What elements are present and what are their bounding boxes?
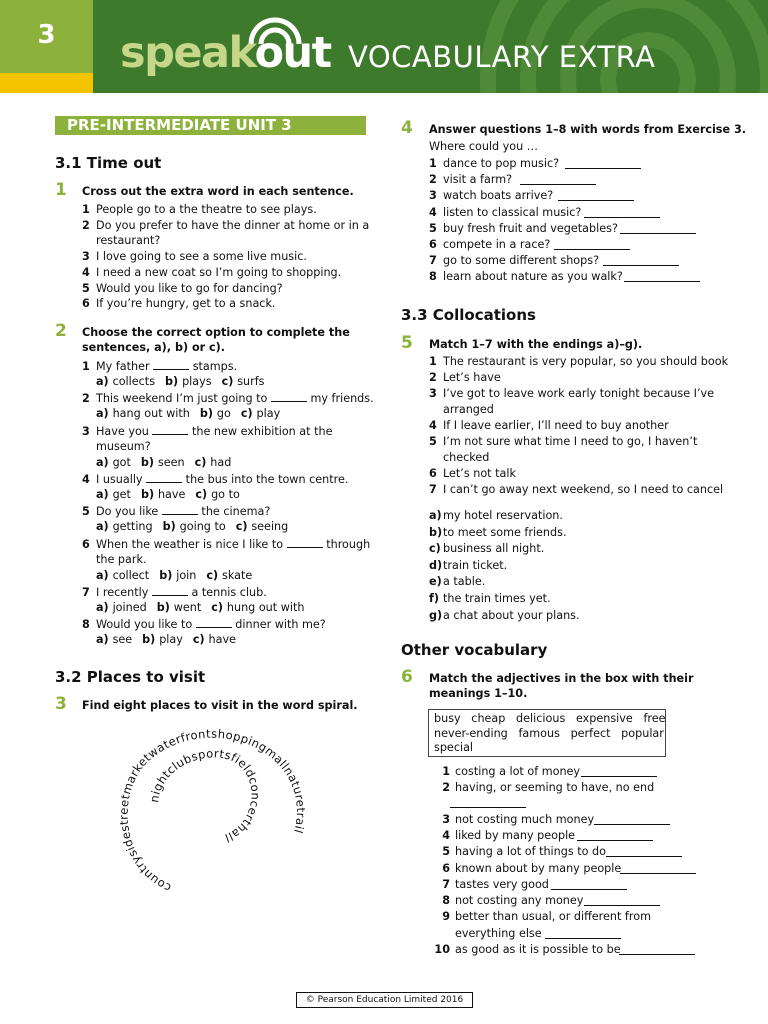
item-number: 4 xyxy=(82,265,90,279)
answer-blank[interactable] xyxy=(558,189,634,201)
item-text: everything else xyxy=(455,926,542,940)
list-item xyxy=(429,434,697,450)
option-a[interactable]: a) getting xyxy=(96,520,153,534)
answer-blank[interactable] xyxy=(152,423,188,435)
answer-blank[interactable] xyxy=(287,536,323,548)
item-number: 3 xyxy=(442,812,450,826)
speakout-logo xyxy=(120,28,331,78)
answer-blank[interactable] xyxy=(581,765,657,777)
list-item xyxy=(429,269,623,285)
question-item xyxy=(82,358,237,375)
answer-options xyxy=(96,374,275,390)
item-text: better than usual, or different from xyxy=(455,910,651,924)
question-text: the new exhibition at the xyxy=(188,424,333,438)
answer-blank[interactable] xyxy=(520,173,596,185)
answer-blank[interactable] xyxy=(584,206,660,218)
option-b[interactable]: b) go xyxy=(199,407,231,421)
word-spiral xyxy=(110,715,320,900)
item-text: The restaurant is very popular, so you should book xyxy=(443,355,729,368)
option-b[interactable]: b) went xyxy=(156,600,202,614)
question-item xyxy=(82,584,267,601)
option-b[interactable]: b) play xyxy=(142,633,183,647)
list-item xyxy=(429,844,606,860)
option-b[interactable]: b) seen xyxy=(140,455,185,469)
item-number: 2 xyxy=(429,371,437,384)
exercise-number-4: 4 xyxy=(401,118,413,138)
item-number: 2 xyxy=(442,781,450,795)
exercise-2-instruction-line2: sentences, a), b) or c). xyxy=(82,341,226,354)
question-text: stamps. xyxy=(189,360,238,373)
item-text: to meet some friends. xyxy=(443,525,567,539)
question-text: the bus into the town centre. xyxy=(182,472,349,486)
unit-number-box xyxy=(0,0,93,73)
exercise-6-instruction-line2: meanings 1–10. xyxy=(429,687,528,700)
option-b[interactable]: b) going to xyxy=(162,520,226,534)
item-number: g) xyxy=(429,608,443,622)
item-number: f) xyxy=(429,592,439,605)
list-item xyxy=(429,370,501,386)
list-item xyxy=(429,172,512,188)
list-item xyxy=(429,942,621,958)
item-text: having a lot of things to do xyxy=(455,845,606,859)
question-item xyxy=(82,471,348,488)
option-a[interactable]: a) see xyxy=(96,633,133,647)
item-text: my hotel reservation. xyxy=(443,509,563,522)
question-text: a tennis club. xyxy=(187,585,267,599)
answer-blank[interactable] xyxy=(584,894,660,906)
item-text: Let’s not talk xyxy=(443,467,516,480)
question-text: the cinema? xyxy=(197,505,271,519)
item-number: 1 xyxy=(429,157,437,170)
item-text: I’m not sure what time I need to go, I haven’t xyxy=(443,435,698,448)
option-c[interactable]: c) skate xyxy=(206,568,253,582)
list-item xyxy=(82,265,341,281)
list-item xyxy=(429,525,567,541)
list-item xyxy=(82,233,160,249)
list-item xyxy=(429,828,575,844)
list-item xyxy=(429,237,550,253)
page-title: VOCABULARY EXTRA xyxy=(348,40,656,74)
item-text: People go to a the theatre to see plays. xyxy=(96,203,317,216)
list-item xyxy=(429,156,559,172)
answer-blank[interactable] xyxy=(545,927,621,939)
unit-banner: PRE-INTERMEDIATE UNIT 3 xyxy=(55,116,366,135)
word-box-line3: special xyxy=(434,741,474,754)
option-a[interactable]: a) hang out with xyxy=(96,407,190,421)
answer-options xyxy=(96,600,314,616)
answer-blank[interactable] xyxy=(620,222,696,234)
list-item xyxy=(82,281,283,297)
exercise-number-1: 1 xyxy=(55,180,67,200)
list-item xyxy=(429,482,723,498)
question-text: I recently xyxy=(96,585,152,599)
unit-number: 3 xyxy=(37,20,56,50)
exercise-1-instruction: Cross out the extra word in each sentence. xyxy=(82,185,354,198)
word-box-line2: never-ending famous perfect popular xyxy=(434,726,664,740)
question-item xyxy=(82,616,326,633)
question-text: my friends. xyxy=(306,392,374,406)
list-item xyxy=(429,402,494,418)
item-number: 1 xyxy=(429,355,437,368)
list-item xyxy=(429,861,621,877)
option-c[interactable]: c) had xyxy=(194,455,232,469)
item-text: tastes very good xyxy=(455,877,549,891)
svg-text:nightclubsportsfieldconcerthal xyxy=(147,746,263,845)
item-number: 1 xyxy=(82,360,90,373)
item-text: not costing much money xyxy=(455,812,595,826)
item-text: go to some different shops? xyxy=(443,254,600,268)
item-number: 7 xyxy=(429,483,437,496)
exercise-6-instruction-line1: Match the adjectives in the box with their xyxy=(429,672,694,685)
item-number: 6 xyxy=(82,297,90,311)
item-number: 1 xyxy=(442,765,450,778)
section-heading-3-3: 3.3 Collocations xyxy=(401,306,536,324)
list-item xyxy=(429,541,544,557)
item-text: visit a farm? xyxy=(443,173,513,187)
item-number: 3 xyxy=(429,387,437,400)
logo-speak: speak xyxy=(120,28,255,78)
option-b[interactable]: b) join xyxy=(159,568,197,582)
item-number: 5 xyxy=(442,845,450,859)
answer-options xyxy=(96,487,250,503)
question-text: through xyxy=(322,537,371,551)
item-number: 1 xyxy=(82,203,90,216)
answer-blank[interactable] xyxy=(624,270,700,282)
item-text: If you’re hungry, get to a snack. xyxy=(96,297,276,311)
item-text: Do you prefer to have the dinner at home or in a xyxy=(96,218,370,232)
item-number: 3 xyxy=(82,250,90,264)
item-number: 8 xyxy=(429,270,437,284)
answer-blank[interactable] xyxy=(619,943,695,955)
list-item xyxy=(82,249,307,265)
question-item xyxy=(82,390,374,407)
answer-blank[interactable] xyxy=(603,254,679,266)
item-number: a) xyxy=(429,509,442,522)
answer-blank[interactable] xyxy=(577,829,653,841)
question-text: I usually xyxy=(96,472,147,486)
list-item xyxy=(429,253,599,269)
spiral-outer-text: countrysidestreetmarketwaterfrontshoppingmallnaturetrail xyxy=(116,726,308,896)
item-number: 8 xyxy=(442,894,450,908)
item-text: watch boats arrive? xyxy=(443,189,554,203)
option-c[interactable]: c) go to xyxy=(195,487,240,501)
list-item xyxy=(429,574,485,590)
option-a[interactable]: a) joined xyxy=(96,600,147,614)
list-item xyxy=(429,418,669,434)
answer-blank[interactable] xyxy=(606,845,682,857)
option-c[interactable]: c) seeing xyxy=(235,520,289,534)
copyright-footer: © Pearson Education Limited 2016 xyxy=(296,992,473,1008)
answer-options xyxy=(96,519,298,535)
option-c[interactable]: c) have xyxy=(192,633,236,647)
question-text: dinner with me? xyxy=(231,618,326,632)
answer-options xyxy=(96,568,262,584)
list-item xyxy=(82,218,369,234)
item-number: 4 xyxy=(442,828,450,842)
answer-blank[interactable] xyxy=(620,862,696,874)
word-box xyxy=(428,709,666,757)
item-text: Let’s have xyxy=(443,371,501,384)
answer-blank[interactable] xyxy=(196,616,232,628)
option-c[interactable]: c) play xyxy=(240,407,281,421)
item-text: having, or seeming to have, no end xyxy=(455,781,655,795)
question-text: Do you like xyxy=(96,505,162,519)
item-text: train ticket. xyxy=(443,558,508,572)
item-text: checked xyxy=(443,451,490,464)
item-text: buy fresh fruit and vegetables? xyxy=(443,221,618,235)
item-text: a chat about your plans. xyxy=(443,608,580,622)
item-number: 8 xyxy=(82,618,90,632)
answer-blank[interactable] xyxy=(565,157,641,169)
list-item xyxy=(429,188,553,204)
option-c[interactable]: c) hung out with xyxy=(211,600,305,614)
answer-options xyxy=(96,455,241,471)
question-text: My father xyxy=(96,360,154,373)
item-text: I’ve got to leave work early tonight because I’ve xyxy=(443,387,715,400)
option-b[interactable]: b) plays xyxy=(165,375,212,388)
item-text: business all night. xyxy=(443,542,545,556)
question-text: When the weather is nice I like to xyxy=(96,537,287,551)
answer-options xyxy=(96,406,290,422)
answer-blank[interactable] xyxy=(146,471,182,483)
question-item xyxy=(82,536,370,553)
question-continuation: museum? xyxy=(96,439,151,453)
item-number: c) xyxy=(429,542,441,556)
option-a[interactable]: a) got xyxy=(96,455,131,469)
exercise-5-instruction: Match 1–7 with the endings a)–g). xyxy=(429,338,643,351)
item-text: known about by many people xyxy=(455,861,622,875)
item-number: 3 xyxy=(82,424,90,438)
answer-blank[interactable] xyxy=(551,878,627,890)
exercise-4-lead: Where could you … xyxy=(429,140,538,153)
list-item xyxy=(82,296,276,312)
item-number: 2 xyxy=(82,392,90,406)
section-heading-3-1: 3.1 Time out xyxy=(55,154,162,172)
yellow-bar xyxy=(0,73,93,93)
list-item xyxy=(429,591,551,607)
word-box-line1: busy cheap delicious expensive free xyxy=(434,712,666,725)
exercise-4-instruction: Answer questions 1–8 with words from Exercise 3. xyxy=(429,123,746,136)
answer-blank[interactable] xyxy=(271,390,307,402)
item-number: 10 xyxy=(434,943,450,956)
item-text: Would you like to go for dancing? xyxy=(96,281,283,295)
item-text: a table. xyxy=(443,575,486,589)
section-heading-other: Other vocabulary xyxy=(401,641,548,659)
answer-blank[interactable] xyxy=(162,503,198,515)
item-number: 6 xyxy=(82,537,90,551)
list-item xyxy=(429,780,654,796)
exercise-3-instruction: Find eight places to visit in the word spiral. xyxy=(82,699,358,712)
list-item xyxy=(429,877,549,893)
question-item xyxy=(82,503,270,520)
item-number: 4 xyxy=(82,472,90,486)
item-number: 6 xyxy=(429,238,437,251)
answer-blank[interactable] xyxy=(450,796,526,808)
answer-blank[interactable] xyxy=(152,584,188,596)
list-item xyxy=(429,893,583,909)
list-item xyxy=(429,205,581,221)
item-text: costing a lot of money xyxy=(455,765,581,778)
item-text: I love going to see a some live music. xyxy=(96,250,307,264)
list-item xyxy=(429,926,542,942)
item-text: I need a new coat so I’m going to shopping. xyxy=(96,265,342,279)
logo-out: out xyxy=(254,28,331,78)
spiral-inner-text: nightclubsportsfieldconcerthall xyxy=(146,746,263,846)
list-item xyxy=(429,221,618,237)
item-number: e) xyxy=(429,575,442,589)
option-a[interactable]: a) get xyxy=(96,487,131,501)
list-item xyxy=(429,812,594,828)
option-c[interactable]: c) surfs xyxy=(221,375,265,388)
list-item xyxy=(429,386,714,402)
answer-options xyxy=(96,632,246,648)
question-text: Would you like to xyxy=(96,618,196,632)
exercise-number-6: 6 xyxy=(401,667,413,687)
item-number: 7 xyxy=(442,877,450,891)
exercise-2-instruction-line1: Choose the correct option to complete the xyxy=(82,326,350,339)
item-text: as good as it is possible to be xyxy=(455,943,621,956)
item-number: 7 xyxy=(429,254,437,268)
item-text: liked by many people xyxy=(455,828,576,842)
answer-blank[interactable] xyxy=(594,813,670,825)
list-item xyxy=(429,764,580,780)
page-header xyxy=(0,0,768,93)
list-item xyxy=(429,558,507,574)
item-number: 4 xyxy=(429,205,437,219)
item-text: listen to classical music? xyxy=(443,205,582,219)
item-number: 2 xyxy=(82,218,90,232)
exercise-number-2: 2 xyxy=(55,321,67,341)
item-number: 2 xyxy=(429,173,437,187)
question-continuation: the park. xyxy=(96,552,147,566)
list-item xyxy=(429,450,489,466)
item-number: b) xyxy=(429,525,443,539)
item-number: 3 xyxy=(429,189,437,203)
item-number: d) xyxy=(429,558,443,572)
item-text: dance to pop music? xyxy=(443,157,560,170)
list-item xyxy=(429,909,651,925)
question-item xyxy=(82,423,332,440)
item-text: learn about nature as you walk? xyxy=(443,270,623,284)
list-item xyxy=(82,202,317,218)
list-item xyxy=(429,508,563,524)
item-number: 5 xyxy=(82,281,90,295)
question-text: Have you xyxy=(96,424,153,438)
list-item xyxy=(429,608,580,624)
item-text: not costing any money xyxy=(455,894,584,908)
item-text: I can’t go away next weekend, so I need to cancel xyxy=(443,483,724,496)
item-text: restaurant? xyxy=(96,234,161,248)
item-number: 6 xyxy=(442,861,450,875)
item-text: arranged xyxy=(443,403,494,416)
exercise-number-3: 3 xyxy=(55,694,67,714)
item-number: 4 xyxy=(429,419,437,432)
item-number: 7 xyxy=(82,585,90,599)
option-b[interactable]: b) have xyxy=(140,487,186,501)
list-item xyxy=(429,466,516,482)
item-number: 9 xyxy=(442,910,450,924)
item-text: compete in a race? xyxy=(443,238,551,251)
answer-blank[interactable] xyxy=(153,358,189,370)
question-text: This weekend I’m just going to xyxy=(96,392,271,406)
item-number: 5 xyxy=(82,505,90,519)
section-heading-3-2: 3.2 Places to visit xyxy=(55,668,206,686)
option-a[interactable]: a) collects xyxy=(96,375,156,388)
item-number: 5 xyxy=(429,435,437,448)
answer-blank[interactable] xyxy=(554,238,630,250)
list-item xyxy=(429,354,728,370)
item-number: 6 xyxy=(429,467,437,480)
item-text: the train times yet. xyxy=(443,592,551,605)
option-a[interactable]: a) collect xyxy=(96,568,150,582)
item-text: If I leave earlier, I’ll need to buy another xyxy=(443,419,669,432)
exercise-number-5: 5 xyxy=(401,333,413,353)
item-number: 5 xyxy=(429,221,437,235)
